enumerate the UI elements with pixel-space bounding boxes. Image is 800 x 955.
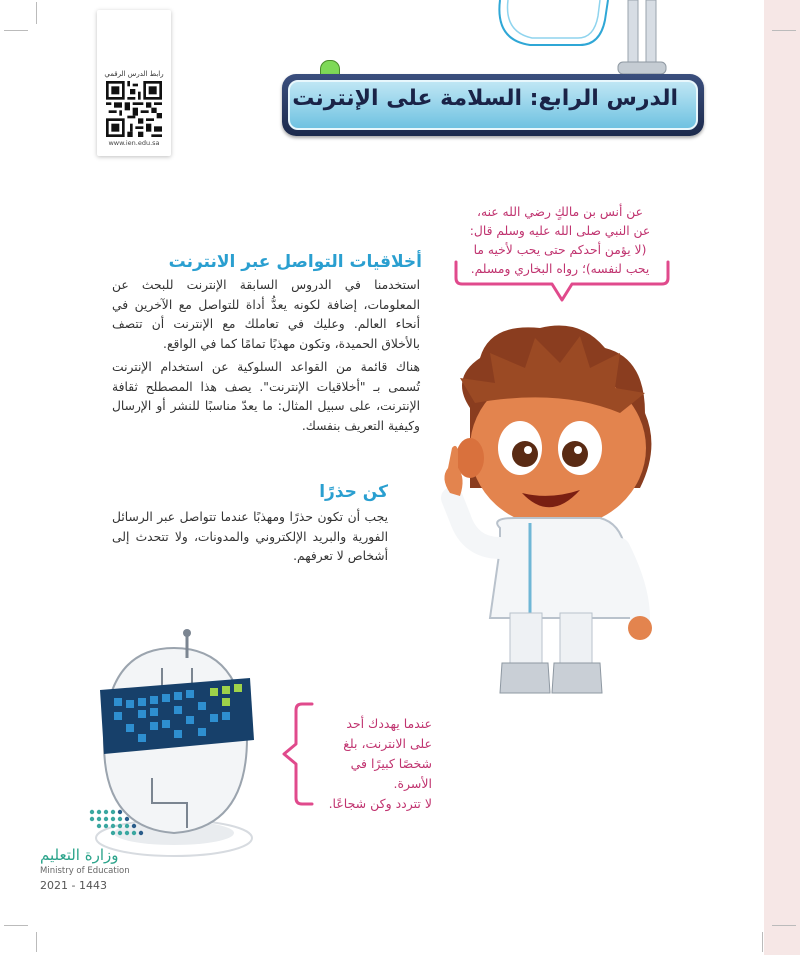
ethics-heading: أخلاقيات التواصل عبر الانترنت [168,252,422,272]
hadith-line: عن النبي صلى الله عليه وسلم قال: [469,224,651,238]
warning-line: لا تتردد وكن شجاعًا. [328,796,432,811]
crop-mark [36,2,37,24]
crop-mark [36,932,37,952]
qr-card[interactable] [97,10,171,156]
lesson-banner [282,74,704,136]
crop-mark [772,30,796,31]
caution-heading: كن حذرًا [319,482,388,502]
hadith-line: (لا يؤمن أحدكم حتى يحب لأخيه ما [473,243,647,257]
caution-paragraph: يجب أن تكون حذرًا ومهذبًا عندما تتواصل عبر الرسائل الفورية والبريد الإلكتروني والمدونات، ولا تتحدث إلى أشخاص لا تعرفهم. [112,510,388,563]
qr-url[interactable]: www.ien.edu.sa [108,139,160,147]
ministry-name-ar: وزارة التعليم [40,846,119,864]
crop-mark [4,925,28,926]
warning-text [318,714,432,814]
ethics-paragraph-1: استخدمنا في الدروس السابقة الإنترنت للبحث عن المعلومات، إضافة لكونه يعدُّ أداة للتواصل مع الآخرين في أنحاء العالم. وعليك في تعاملك مع الإنترنت أن تتصف بالأخلاق الحميدة، وتكون مهذبًا تمامًا كما في الواقع. [112,278,420,351]
warning-line: شخصًا كبيرًا في الأسرة. [350,756,432,791]
hadith-text [454,203,666,279]
qr-title: رابط الدرس الرقمي [104,70,164,78]
ministry-name-en: Ministry of Education [40,866,130,876]
edition-year: 2021 - 1443 [40,879,107,892]
boy-character-illustration [430,318,680,708]
warning-line: عندما يهددك أحد [346,716,432,731]
page-spine [764,0,800,955]
crop-mark [4,30,28,31]
hadith-line: عن أنس بن مالكٍ رضي الله عنه، [477,205,643,219]
qr-code-icon[interactable] [106,81,162,137]
ministry-logo-icon [86,806,146,842]
warning-line: على الانترنت، بلغ [343,736,432,751]
warning-bubble-bracket [280,702,316,806]
ethics-text [112,276,420,436]
lesson-title: الدرس الرابع: السلامة على الإنترنت [292,86,678,111]
ethics-paragraph-2: هناك قائمة من القواعد السلوكية عن استخدام الإنترنت تُسمى بـ "أخلاقيات الإنترنت". يصف هذا المصطلح ثقافة الإنترنت، على سبيل المثال: ما يعدّ مناسبًا للنشر أو الإرسال وكيفية التعريف بنفسك. [112,360,420,433]
banner-pipes-decoration [490,0,710,80]
crop-mark [772,925,796,926]
hadith-line: يحب لنفسه)؛ رواه البخاري ومسلم. [470,262,650,276]
crop-mark [762,932,763,952]
